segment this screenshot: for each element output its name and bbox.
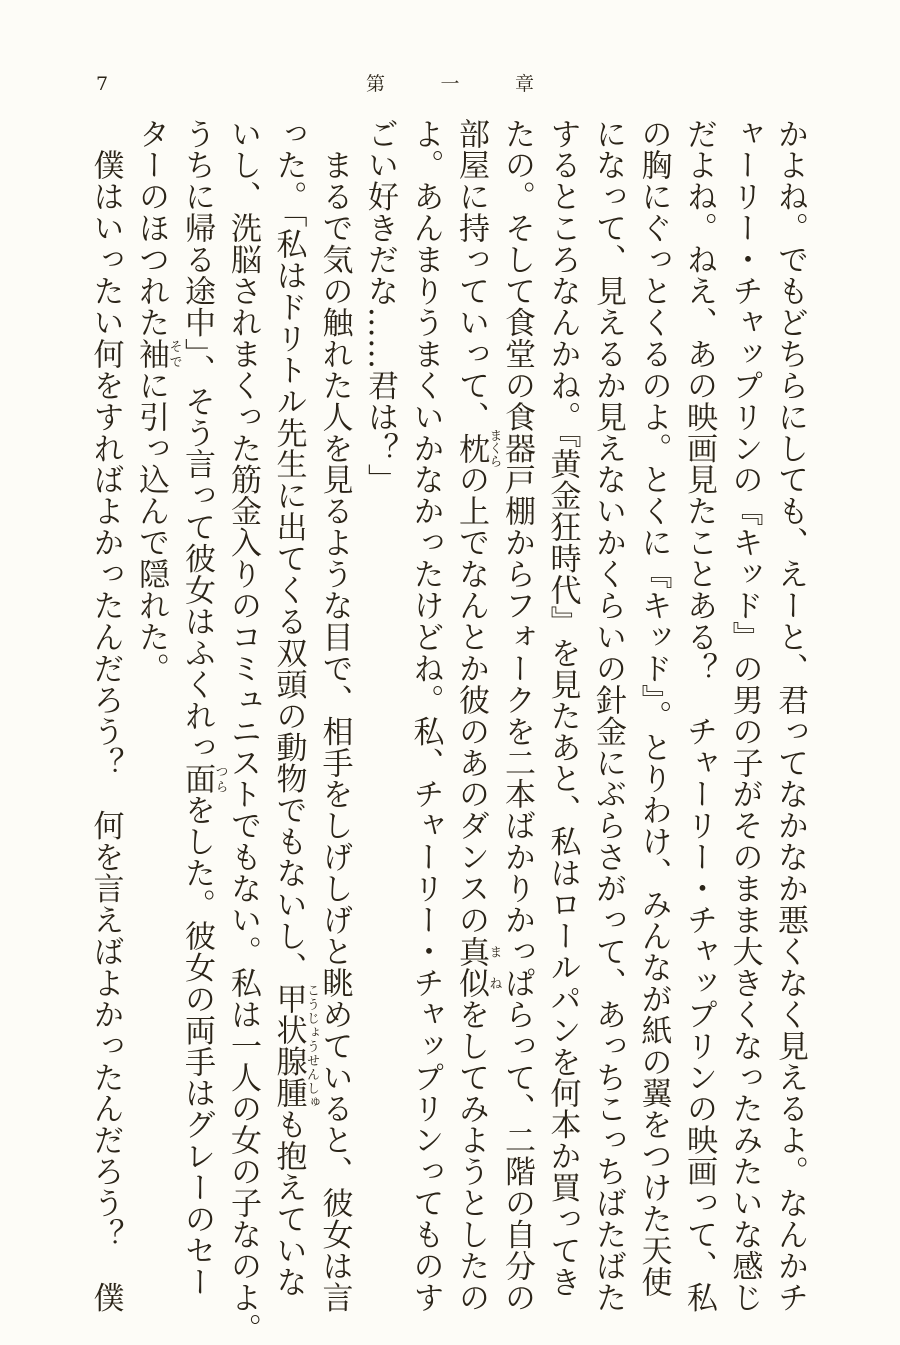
ruby-word xyxy=(453,428,502,468)
chapter-char-2: 一 xyxy=(440,73,460,95)
running-head-chapter xyxy=(366,72,534,96)
text-run: 部屋に持っていって、 xyxy=(453,118,489,433)
ruby-reading: まね xyxy=(486,935,502,999)
chapter-char-1: 第 xyxy=(366,73,386,95)
text-run: も抱えていな xyxy=(270,1108,307,1298)
ruby-base: 真似 xyxy=(453,935,489,999)
vertical-body-text xyxy=(87,118,812,1345)
text-run: かよね。でもどちらにしても、えーと、君ってなかなか悪くなく見えるよ。なんかチ xyxy=(772,118,808,1314)
text-run: をした。彼女の両手はグレーのセー xyxy=(179,794,215,1298)
ruby-reading: そで xyxy=(166,338,182,370)
ruby-word xyxy=(270,983,319,1109)
ruby-base: 枕 xyxy=(453,428,489,468)
text-run: よ。あんまりうまくいかなかったけどね。私、チャーリー・チャップリンってものす xyxy=(407,118,444,1314)
ruby-base: 面 xyxy=(179,762,215,795)
text-run: の胸にぐっとくるのよ。とくに『キッド』。とりわけ、みんなが紙の翼をつけた天使 xyxy=(635,118,672,1298)
page-number: 7 xyxy=(96,73,109,95)
ruby-word xyxy=(133,338,182,370)
text-run: に引っ込んで隠れた。 xyxy=(133,369,169,685)
chapter-char-3: 章 xyxy=(514,73,534,95)
text-run: の上でなんとか彼のあのダンスの xyxy=(453,463,489,936)
text-run: った。「私はドリトル先生に出てくる双頭の動物でもないし、 xyxy=(270,118,307,984)
text-run: だよね。ねえ、あの映画見たことある？ チャーリー・チャップリンの映画って、私 xyxy=(681,118,717,1314)
ruby-base: 袖 xyxy=(133,338,169,370)
ruby-word xyxy=(179,762,228,795)
text-run: になって、見えるか見えないかくらいの針金にぶらさがって、あっちこっちばたばた xyxy=(590,118,626,1314)
text-run: ターのほつれた xyxy=(133,118,169,339)
text-run: ごい好きだな……君は？」 xyxy=(362,118,398,496)
text-run: いし、洗脳されまくった筋金入りのコミュニストでもない。私は一人の女の子なのよ。 xyxy=(225,118,261,1345)
text-run: するところなんかね。『黄金狂時代』を見たあと、私はロールパンを何本か買ってき xyxy=(544,118,581,1298)
text-run: たの。そして食堂の食器戸棚からフォークを二本ばかりかっぱらって、二階の自分の xyxy=(499,118,535,1314)
text-run: うちに帰る途中」、そう言って彼女はふくれっ xyxy=(179,118,215,763)
text-run: まるで気の触れた人を見るような目で、相手をしげしげと眺めていると、彼女は言 xyxy=(316,118,353,1314)
ruby-reading: まくら xyxy=(486,428,502,468)
ruby-reading: こうじょうせんしゅ xyxy=(304,983,319,1109)
text-run: 僕はいったい何をすればよかったんだろう？ 何を言えばよかったんだろう？ 僕 xyxy=(87,118,124,1314)
ruby-word xyxy=(453,935,502,999)
ruby-reading: つら xyxy=(212,762,228,795)
text-run: をしてみようとしたの xyxy=(453,998,489,1314)
text-run: ャーリー・チャップリンの『キッド』の男の子がそのまま大きくなったみたいな感じ xyxy=(726,118,763,1314)
ruby-base: 甲状腺腫 xyxy=(270,983,307,1109)
